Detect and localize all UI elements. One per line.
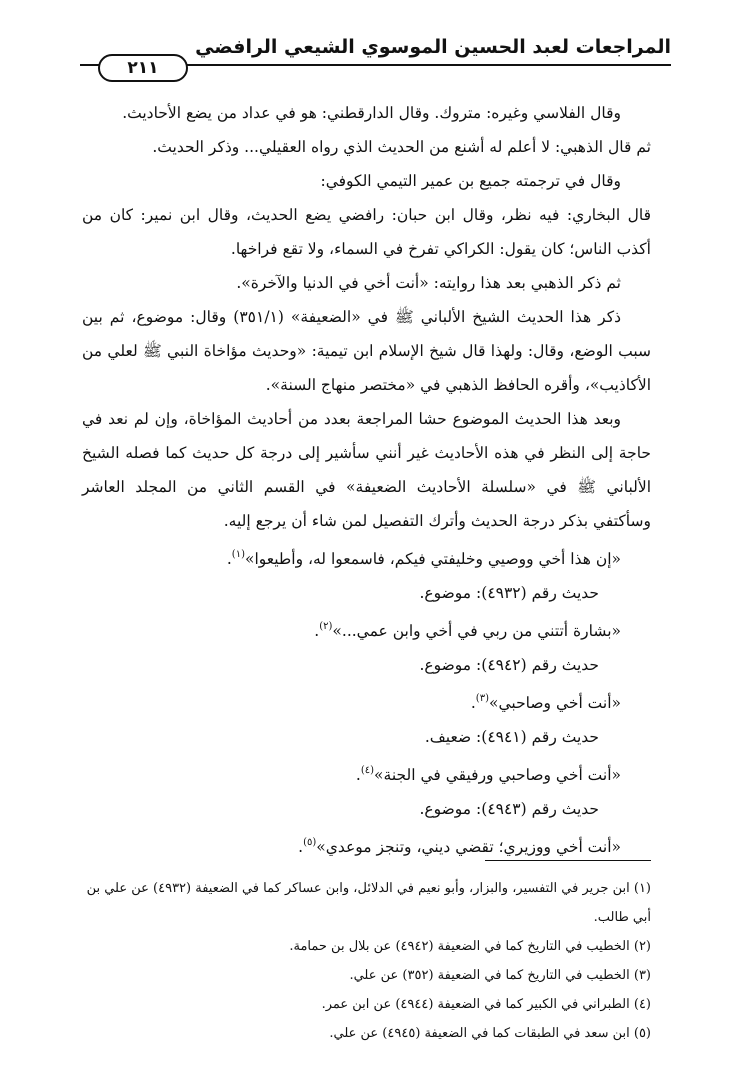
hadith-verdict: حديث رقم (٤٩٤٣): موضوع. — [419, 800, 599, 818]
hadith-text: «بشارة أتتني من ربي في أخي وابن عمي...» — [332, 622, 621, 640]
hadith-verdict: حديث رقم (٤٩٤٢): موضوع. — [419, 656, 599, 674]
hadith-verdict: حديث رقم (٤٩٣٢): موضوع. — [419, 584, 599, 602]
hadith-verdict: حديث رقم (٤٩٤١): ضعيف. — [424, 728, 599, 746]
hadith-quote: «بشارة أتتني من ربي في أخي وابن عمي...»$^{(٢)}$. — [314, 621, 621, 640]
paragraph: ثم قال الذهبي: لا أعلم له أشنع من الحديث الذي رواه العقيلي... وذكر الحديث. — [152, 138, 651, 156]
footnote: (٢) الخطيب في التاريخ كما في الضعيفة (٤٩٤٢) عن بلال بن حمامة. — [289, 939, 651, 954]
paragraph: وقال في ترجمته جميع بن عمير التيمي الكوفي: — [320, 172, 621, 190]
paragraph: قال البخاري: فيه نظر، وقال ابن حبان: رافضي يضع الحديث، وقال ابن نمير: كان من أكذب الناس؛ كان يقول: الكراكي تفرخ في السماء، ولا تقع فراخها. — [82, 206, 651, 258]
footnote-ref: (٤) — [360, 765, 375, 776]
hadith-text: «أنت أخي وصاحبي ورفيقي في الجنة» — [374, 766, 621, 784]
footnote: (٣) الخطيب في التاريخ كما في الضعيفة (٣٥٢) عن علي. — [349, 968, 651, 983]
hadith-quote: «أنت أخي وصاحبي ورفيقي في الجنة»$^{(٤)}$. — [355, 765, 621, 784]
footnote: (٥) ابن سعد في الطبقات كما في الضعيفة (٤٩٤٥) عن علي. — [329, 1026, 651, 1041]
footnote-ref: (٥) — [303, 837, 317, 848]
hadith-text: «إن هذا أخي ووصيي وخليفتي فيكم، فاسمعوا له، وأطيعوا» — [244, 550, 621, 568]
footnote: (١) ابن جرير في التفسير، والبزار، وأبو نعيم في الدلائل، وابن عساكر كما في الضعيفة (٤٩٣٢) عن علي بن أبي طالب. — [86, 881, 651, 925]
footnote-ref: (٢) — [319, 621, 333, 632]
page-number: ٢١١ — [98, 54, 188, 82]
paragraph: ثم ذكر الذهبي بعد هذا روايته: «أنت أخي في الدنيا والآخرة». — [236, 274, 621, 292]
hadith-quote: «أنت أخي وصاحبي»$^{(٣)}$. — [470, 693, 621, 712]
footnote-ref: (٣) — [475, 693, 489, 704]
paragraph: ذكر هذا الحديث الشيخ الألباني ﷺ في «الضعيفة» (٣٥١/١) وقال: موضوع، ثم بين سبب الوضع، وقال: ولهذا قال شيخ الإسلام ابن تيمية: «وحديث مؤاخاة النبي ﷺ لعلي من الأكاذيب»، وأقره الحافظ الذهبي في «مختصر منهاج السنة». — [82, 308, 651, 394]
hadith-text: «أنت أخي وصاحبي» — [488, 694, 621, 712]
paragraph: وقال الفلاسي وغيره: متروك. وقال الدارقطني: هو في عداد من يضع الأحاديث. — [122, 104, 621, 122]
main-text — [82, 96, 651, 864]
footnotes — [82, 874, 651, 1048]
page-header — [80, 28, 671, 78]
hadith-quote: «إن هذا أخي ووصيي وخليفتي فيكم، فاسمعوا له، وأطيعوا»$^{(١)}$. — [226, 549, 621, 568]
footnote: (٤) الطبراني في الكبير كما في الضعيفة (٤٩٤٤) عن ابن عمر. — [321, 997, 651, 1012]
hadith-text: «أنت أخي ووزيري؛ تقضي ديني، وتنجز موعدي» — [316, 838, 621, 856]
paragraph: وبعد هذا الحديث الموضوع حشا المراجعة بعدد من أحاديث المؤاخاة، وإن لم نعد في حاجة إلى النظر في هذه الأحاديث غير أنني سأشير إلى درجة كل حديث كما فصله الشيخ الألباني ﷺ في «سلسلة الأحاديث الضعيفة» في القسم الثاني من المجلد العاشر وسأكتفي بذكر درجة الحديث وأترك التفصيل لمن شاء أن يرجع إليه. — [82, 410, 651, 530]
footnote-divider — [485, 860, 651, 861]
footnote-ref: (١) — [231, 549, 245, 560]
hadith-quote: «أنت أخي ووزيري؛ تقضي ديني، وتنجز موعدي»$^{(٥)}$. — [298, 837, 621, 856]
running-title: المراجعات لعبد الحسين الموسوي الشيعي الرافضي — [195, 36, 671, 58]
